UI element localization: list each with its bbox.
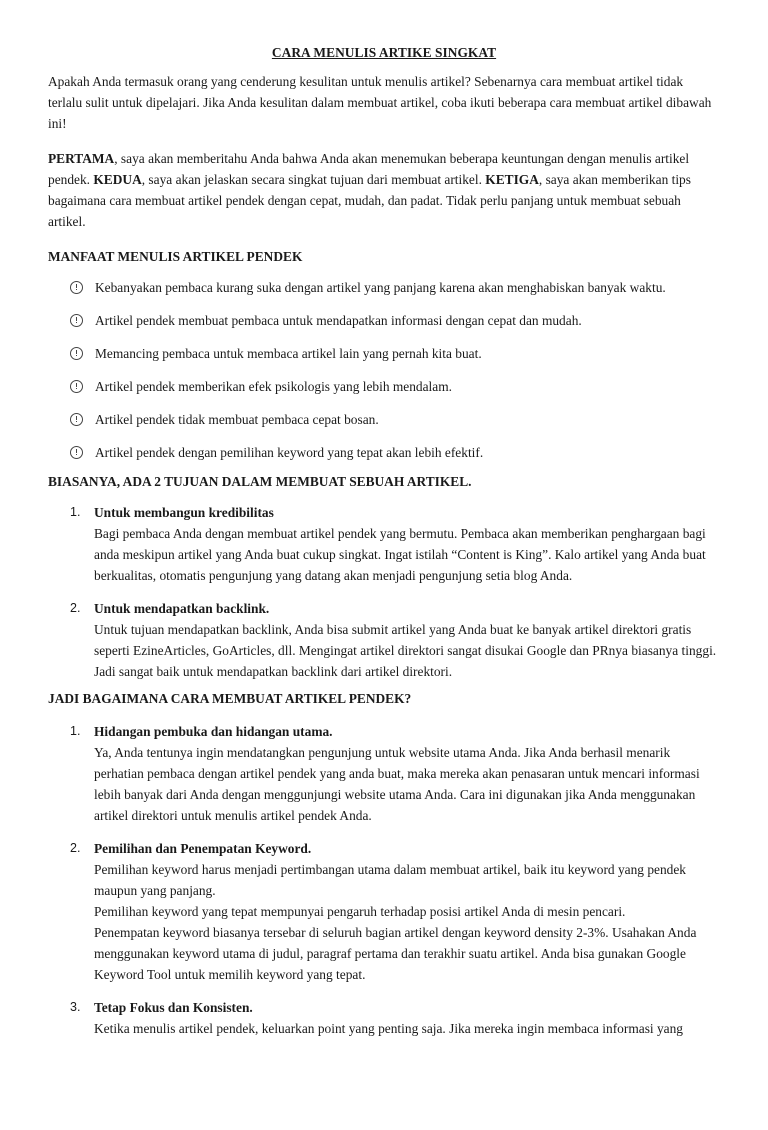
benefits-list [48,277,720,463]
list-item [70,598,720,682]
item-number: 3. [70,1000,81,1014]
item-title: Tetap Fokus dan Konsisten. [94,1000,253,1015]
item-title: Untuk mendapatkan backlink. [94,601,270,616]
alert-circle-icon [70,446,83,459]
alert-circle-icon [70,314,83,327]
keyword-ketiga: KETIGA [485,172,539,187]
list-item-text: Artikel pendek tidak membuat pembaca cepat bosan. [95,412,379,427]
list-item [70,721,720,826]
goals-list [48,502,720,682]
overview-paragraph [48,148,720,232]
item-number: 2. [70,841,81,855]
item-text: Pemilihan keyword harus menjadi pertimbangan utama dalam membuat artikel, baik itu keyword yang pendek maupun yang panjang. [94,862,686,898]
howto-list [48,721,720,1039]
item-text: Pemilihan keyword yang tepat mempunyai pengaruh terhadap posisi artikel Anda di mesin pencari. [94,904,626,919]
overview-text-1: , saya akan memberitahu Anda bahwa Anda akan menemukan beberapa keuntungan dengan menulis artikel pendek. [48,151,690,187]
alert-circle-icon [70,281,83,294]
list-item [70,409,720,430]
alert-circle-icon [70,413,83,426]
item-text: Untuk tujuan mendapatkan backlink, Anda bisa submit artikel yang Anda buat ke banyak artikel direktori gratis seperti EzineArticles, GoArticles, dll. Mengingat artikel direktori sangat disukai Google dan PRnya biasanya tinggi. Jadi sangat baik untuk mendapatkan backlink dari artikel direktori. [94,622,717,679]
item-text: Ya, Anda tentunya ingin mendatangkan pengunjung untuk website utama Anda. Jika Anda berhasil menarik perhatian pembaca dengan artikel pendek yang anda buat, maka mereka akan penasaran untuk mencari informasi lebih banyak dari Anda dengan menggunjungi website utama Anda. Cara ini digunakan jika Anda menggunakan artikel direktori untuk menulis artikel pendek Anda. [94,745,700,823]
list-item [70,343,720,364]
item-title: Pemilihan dan Penempatan Keyword. [94,841,312,856]
item-text: Penempatan keyword biasanya tersebar di seluruh bagian artikel dengan keyword density 2-3%. Usahakan Anda menggunakan keyword utama di judul, paragraf pertama dan terakhir suatu artikel. Anda bisa gunakan Google Keyword Tool untuk memilih keyword yang tepat. [94,925,697,982]
overview-text-3: , saya akan memberikan tips bagaimana cara membuat artikel pendek dengan cepat, mudah, dan padat. Tidak perlu panjang untuk membuat sebuah artikel. [48,172,691,229]
list-item [70,997,720,1039]
list-item [70,277,720,298]
list-item [70,838,720,985]
list-item-text: Artikel pendek membuat pembaca untuk mendapatkan informasi dengan cepat dan mudah. [95,313,582,328]
list-item-text: Memancing pembaca untuk membaca artikel lain yang pernah kita buat. [95,346,482,361]
item-number: 1. [70,724,81,738]
list-item [70,502,720,586]
page-title: CARA MENULIS ARTIKE SINGKAT [271,45,497,60]
document-page [0,43,768,1130]
intro-paragraph: Apakah Anda termasuk orang yang cenderung kesulitan untuk menulis artikel? Sebenarnya cara membuat artikel tidak terlalu sulit untuk dipelajari. Jika Anda kesulitan dalam membuat artikel, coba ikuti beberapa cara membuat artikel dibawah ini! [48,74,712,131]
overview-text-2: , saya akan jelaskan secara singkat tujuan dari membuat artikel. [141,172,486,187]
list-item-text: Kebanyakan pembaca kurang suka dengan artikel yang panjang karena akan menghabiskan banyak waktu. [95,280,666,295]
alert-circle-icon [70,347,83,360]
section-heading-cara: JADI BAGAIMANA CARA MEMBUAT ARTIKEL PENDEK? [48,691,412,706]
list-item-text: Artikel pendek dengan pemilihan keyword yang tepat akan lebih efektif. [95,445,484,460]
item-title: Hidangan pembuka dan hidangan utama. [94,724,333,739]
keyword-pertama: PERTAMA [48,151,115,166]
item-text: Ketika menulis artikel pendek, keluarkan point yang penting saja. Jika mereka ingin membaca informasi yang [94,1021,684,1036]
item-number: 2. [70,601,81,615]
list-item [70,376,720,397]
item-number: 1. [70,505,81,519]
section-heading-manfaat: MANFAAT MENULIS ARTIKEL PENDEK [48,249,303,264]
item-title: Untuk membangun kredibilitas [94,505,274,520]
list-item [70,310,720,331]
alert-circle-icon [70,380,83,393]
keyword-kedua: KEDUA [93,172,142,187]
list-item [70,442,720,463]
list-item-text: Artikel pendek memberikan efek psikologis yang lebih mendalam. [95,379,452,394]
item-text: Bagi pembaca Anda dengan membuat artikel pendek yang bermutu. Pembaca akan memberikan penghargaan bagi anda meskipun artikel yang Anda buat cukup singkat. Ingat istilah “Content is King”. Kalo artikel yang Anda buat berkualitas, otomatis pengunjung yang datang akan menjadi pengunjung setia blog Anda. [94,526,706,583]
section-heading-tujuan: BIASANYA, ADA 2 TUJUAN DALAM MEMBUAT SEBUAH ARTIKEL. [48,474,472,489]
